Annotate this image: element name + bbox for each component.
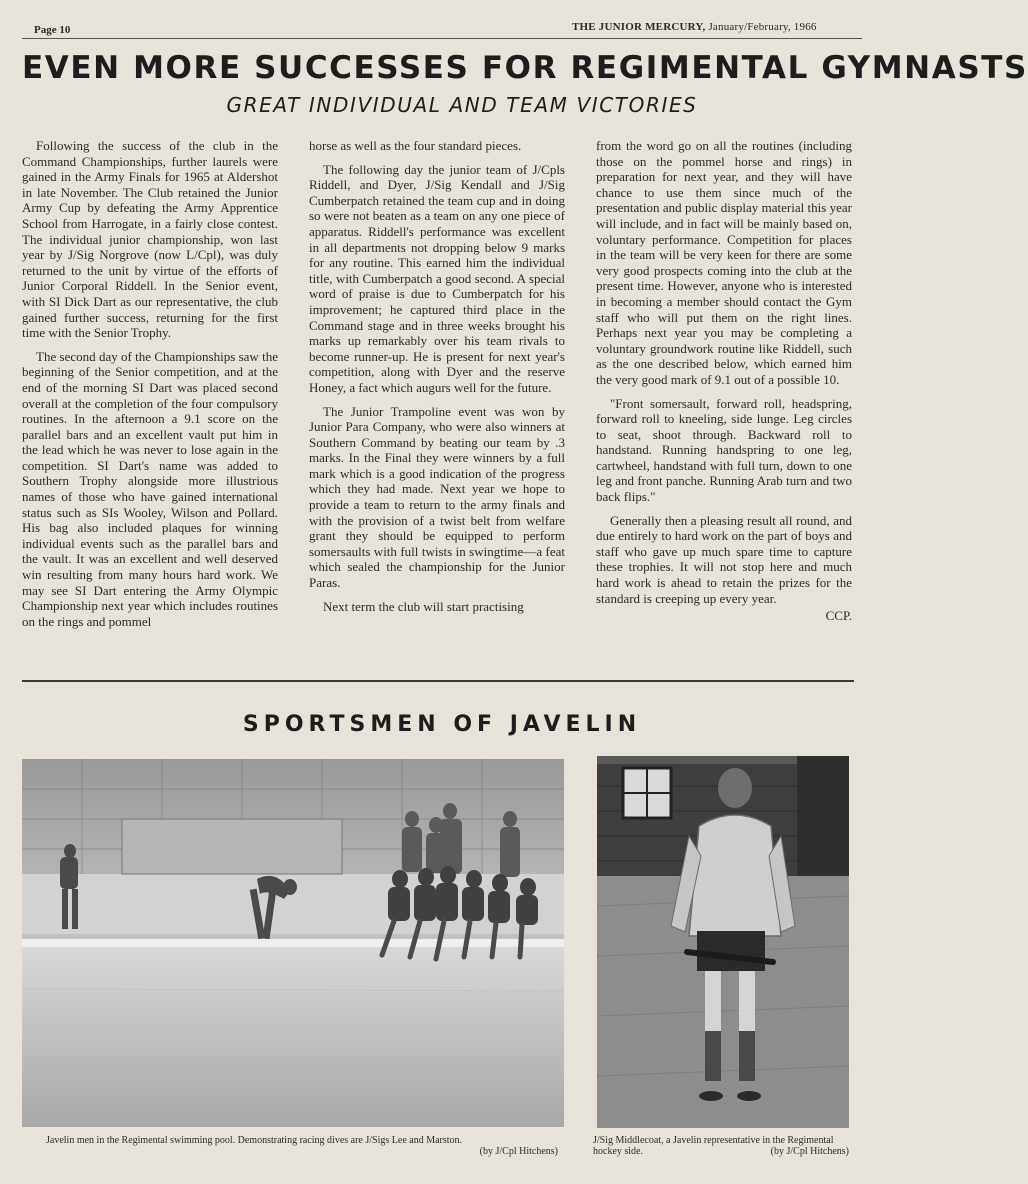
paragraph: horse as well as the four standard pieces. [309, 138, 522, 153]
article-signoff: CCP. [825, 608, 852, 624]
right-photo-caption [593, 1135, 849, 1157]
paragraph: The second day of the Championships saw the beginning of the Senior competition, and at the end of the morning SI Dart was placed second overall at the completion of the four compulsory routines. In the afternoon a 9.1 score on the parallel bars and an excellent vault put him in the lead which he was never to lose again in the competition. SI Dart's name was added to Southern Trophy alongside more illustrious names of those who have gained international status such as SIs Wooley, Wilson and Pollard. His bag also included plaques for winning individual events such as the parallel bars and the vault. It was an excellent and well deserved win resulting from many hours hard work. We may see SI Dart entering the Army Olympic Championship next year which includes routines on the rings and pommel [22, 348, 278, 629]
caption-text: Javelin men in the Regimental swimming pool. Demonstrating racing dives are J/Sigs Lee and Marston. [46, 1135, 463, 1146]
paragraph: "Front somersault, forward roll, headspring, forward roll to kneeling, side lunge. Leg circles to seat, shoot through. Backward roll to handstand. Running handspring to one leg, cartwheel, handstand with full turn, down to one leg and front panche. Running Arab turn and two back flips." [596, 395, 852, 505]
article-column-2 [309, 138, 565, 614]
subheadline: GREAT INDIVIDUAL AND TEAM VICTORIES [226, 93, 698, 117]
photo-credit: (by J/Cpl Hitchens) [479, 1146, 558, 1157]
swimming-pool-photo [22, 759, 564, 1127]
paragraph: The following day the junior team of J/Cpls Riddell, and Dyer, J/Sig Kendall and J/Sig Cumberpatch retained the team cup and in doing so were not beaten as a team on any one piece of apparatus. Riddell's performance was excellent in all departments not dropping below 9 marks for any routine. This earned him the individual title, with Cumberpatch a good second. A special word of praise is due to Cumberpatch for his improvement; he captured third place in the Command stage and in three weeks brought his marks up remarkably over his team rivals to become runner-up. He is present for next year's competition, along with Dyer and the reserve Honey, a fact which augurs well for the future. [309, 161, 565, 395]
article-column-1 [22, 138, 278, 629]
left-photo-caption [46, 1135, 558, 1157]
header-rule [22, 38, 862, 39]
paragraph: The Junior Trampoline event was won by Junior Para Company, who were also winners at Southern Command by beating our team by .3 marks. In the Final they were winners by a full mark which is a good indication of the progress which they had made. Next year we hope to provide a team to return to the army finals and with the provision of a twist belt from welfare grant they should be equipped to perform somersaults with full twists in swingtime—a feat which sealed the championship for the Junior Paras. [309, 403, 565, 591]
publication-name: THE JUNIOR MERCURY, [572, 21, 706, 33]
issue-date: January/February, 1966 [708, 21, 817, 33]
paragraph: Generally then a pleasing result all round, and due entirely to hard work on the part of boys and staff who gave up much spare time to capture these trophies. It will not stop here and much hard work is ahead to retain the prizes for the standard is creeping up every year. [596, 512, 852, 606]
photo-credit: (by J/Cpl Hitchens) [770, 1146, 849, 1157]
paragraph: Following the success of the club in the Command Championships, further laurels were gained in the Army Finals for 1965 at Aldershot in late November. The Club retained the Junior Army Cup by defeating the Army Apprentice School from Harrogate, in a fairly close contest. The individual junior championship, won last year by J/Sig Norgrove (now L/Cpl), was duly returned to the unit by virtue of the efforts of Junior Corporal Riddell. In the Senior event, with SI Dick Dart as our representative, the club gained further success, returning for the first time with the Senior Trophy. [22, 138, 278, 341]
paragraph: Next term the club will start practising [323, 598, 524, 614]
hockey-player-photo [597, 756, 849, 1128]
page-number: Page 10 [34, 24, 71, 36]
paragraph: from the word go on all the routines (including those on the pommel horse and rings) in preparation for next year, and they will have chance to use them since much of the presentation and public display material this year will include, and in fact will be mainly based on, voluntary performance. Competition for places in the team will be very keen for there are some very good prospects coming into the club at the present time. However, anyone who is interested in becoming a member should contact the Gym staff who will put them on the right lines. Perhaps next year you may be completing a voluntary groundwork routine like Riddell, such as the one described below, which earned him the very good mark of 9.1 out of a possible 10. [596, 138, 852, 387]
caption-text: J/Sig Middlecoat, a Javelin representative in the Regimental hockey side. [593, 1135, 834, 1157]
section-divider [22, 680, 854, 682]
section-title: SPORTSMEN OF JAVELIN [242, 712, 642, 737]
headline: EVEN MORE SUCCESSES FOR REGIMENTAL GYMNASTS [22, 50, 1028, 86]
article-column-3 [596, 138, 852, 624]
publication-header [572, 21, 817, 33]
